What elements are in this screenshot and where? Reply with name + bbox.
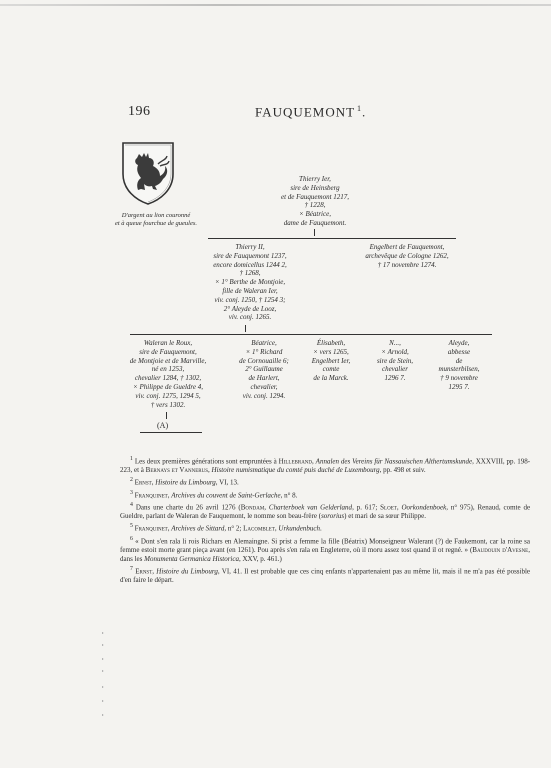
shield-caption — [96, 212, 216, 228]
footnote-7: $^7$ Ernst, Histoire du Limbourg, VI, 41. Il est probable que ces cinq enfants n'appartenaient pas au même lit, mais il ne m'a pas été possible d'en faire le départ. — [120, 565, 531, 585]
gen2-line: 2° Aleyde de Looz, — [223, 304, 277, 313]
gen3-line: de Harlert, — [248, 374, 280, 383]
gen2-line: Thierry II, — [235, 243, 265, 251]
footnote-4: $^4$ Dans une charte du 26 avril 1276 (Bondam, Charterboek van Gelderland, p. 617; Sloet, Oorkondenboek, n° 975), Renaud, comte de Gueldre, parlant de Waleran de Fauquemont, le nomme son beau-frère (sororius) et mari de sa sœur Philippe. — [120, 501, 531, 521]
branch-tag: (A) — [157, 421, 169, 430]
gen3-line: Aleyde, — [448, 339, 470, 347]
gen3-line: chevalier — [381, 365, 409, 374]
gen3-line: viv. conj. 1294. — [242, 391, 286, 400]
gen3-line: × Arnold, — [381, 347, 409, 356]
gen2-line: viv. conj. 1265. — [228, 313, 272, 322]
running-head-title: FAUQUEMONT — [255, 104, 356, 120]
connector-vertical — [245, 325, 246, 332]
gen2-line: Engelbert de Fauquemont, — [369, 243, 445, 251]
gen3-line: 1296 7. — [384, 374, 406, 383]
shield-caption-line-2: et à queue fourchue de gueules. — [114, 220, 198, 227]
gen3-line: × vers 1265, — [313, 347, 349, 356]
connector-vertical — [166, 412, 167, 419]
page-number: 196 — [128, 104, 151, 119]
gen3-line: abbesse — [447, 347, 471, 356]
gen3-line: né en 1253, — [151, 365, 185, 374]
gen1-line: et de Fauquemont 1217, — [280, 192, 350, 201]
gen1-line: † 1228, — [304, 201, 326, 210]
gen3-line: Béatrice, — [251, 339, 277, 347]
gen3-line: 2° Guillaume — [245, 365, 283, 374]
gen2-line: † 17 novembre 1274. — [377, 260, 437, 269]
gen3-line: Engelbert Ier, — [311, 356, 351, 365]
gen2-line: encore domicellus 1244 2, — [213, 260, 287, 269]
lion-crowned-shield-icon — [120, 140, 176, 206]
gen2-engelbert — [342, 243, 472, 269]
gen1-thierry-i — [255, 175, 375, 228]
gen3-line: † 9 novembre — [440, 374, 478, 383]
footnote-6: $^6$ « Dont s'en rala li rois Richars en Alemaingne. Si prist a femme la fille (Béatrix) Monseigneur Walerant (?) de Faukemont, car la roine sa femme estoit morte grant pieça avant (en 1261). Pou après s'en rala en Engleterre, où il moru assez tost quand il ot regné. » (Baudouin d'Avesne, dans les Monumenta Germanica Historica, XXV, p. 461.) — [120, 535, 530, 563]
gen3-line: 1295 7. — [448, 382, 470, 391]
gen3-line: chevalier, — [250, 382, 278, 391]
gen3-line: sire de Fauquemont, — [139, 347, 197, 356]
footnote-3: $^3$ Franquinet, Archives du couvent de Saint-Gerlache, n° 8. — [130, 489, 298, 499]
gen2-line: archevêque de Cologne 1262, — [365, 251, 449, 260]
scan-specks-decoration — [98, 630, 108, 720]
gen1-line: dame de Fauquemont. — [283, 218, 347, 227]
gen3-line: Waleran le Roux, — [143, 339, 193, 347]
gen1-line: Thierry Ier, — [299, 175, 331, 183]
gen3-n — [362, 339, 428, 383]
connector-vertical — [314, 229, 315, 236]
shield-caption-line-1: D'argent au lion couronné — [121, 212, 191, 219]
scan-edge-line — [0, 4, 551, 6]
gen3-line: comte — [322, 365, 340, 374]
gen2-line: × 1° Berthe de Montjoie, — [214, 278, 286, 287]
gen3-line: viv. conj. 1275, 1294 5, — [135, 391, 201, 400]
gen3-line: de — [455, 356, 463, 365]
gen3-line: N..., — [389, 339, 401, 347]
gen3-line: munsterbilsen, — [438, 365, 480, 374]
gen2-line: viv. conj. 1250, † 1254 3; — [214, 295, 286, 304]
footnote-2: $^2$ Ernst, Histoire du Limbourg, VI, 13. — [130, 477, 239, 487]
gen2-line: † 1268, — [239, 269, 261, 278]
footnotes — [120, 455, 530, 586]
gen3-line: de Montjoie et de Marville, — [129, 356, 207, 365]
gen3-elisabeth — [296, 339, 366, 383]
gen3-line: de la Marck. — [313, 374, 349, 383]
gen2-line: sire de Fauquemont 1237, — [213, 251, 287, 260]
running-head: FAUQUEMONT $^1$. — [255, 104, 367, 120]
gen3-waleran — [112, 339, 224, 409]
gen1-line: sire de Heinsberg — [290, 183, 340, 192]
connector-horizontal — [130, 334, 492, 335]
gen1-line: × Béatrice, — [299, 210, 331, 219]
gen2-thierry-ii — [190, 243, 310, 322]
gen2-line: fille de Waleran Ier, — [222, 286, 278, 295]
gen3-line: chevalier 1284, † 1302, — [134, 374, 202, 383]
gen3-beatrice — [228, 339, 300, 401]
gen3-line: sire de Stein, — [376, 356, 414, 365]
gen3-line: × Philippe de Gueldre 4, — [133, 382, 203, 391]
gen3-line: de Cornouaille 6; — [239, 356, 289, 365]
connector-horizontal — [140, 432, 202, 433]
gen3-line: Élisabeth, — [316, 339, 346, 347]
gen3-aleyde — [424, 339, 494, 392]
connector-horizontal — [208, 238, 456, 239]
footnote-1: $^1$ Les deux premières générations sont empruntées à Hillebrand, Annalen des Vereins für Nassauischen Althertumskunde, XXXVIII, pp. 198-223, et à Bernays et Vannerus, Histoire numismatique du comté puis duché de Luxembourg, pp. 498 et suiv. — [120, 456, 531, 475]
gen3-line: × 1° Richard — [245, 347, 283, 356]
running-head-note: 1 — [357, 104, 363, 113]
footnote-5: $^5$ Franquinet, Archives de Sittard, n° 2; Lacomblet, Urkundenbuch. — [130, 523, 322, 533]
gen3-line: † vers 1302. — [150, 400, 186, 409]
